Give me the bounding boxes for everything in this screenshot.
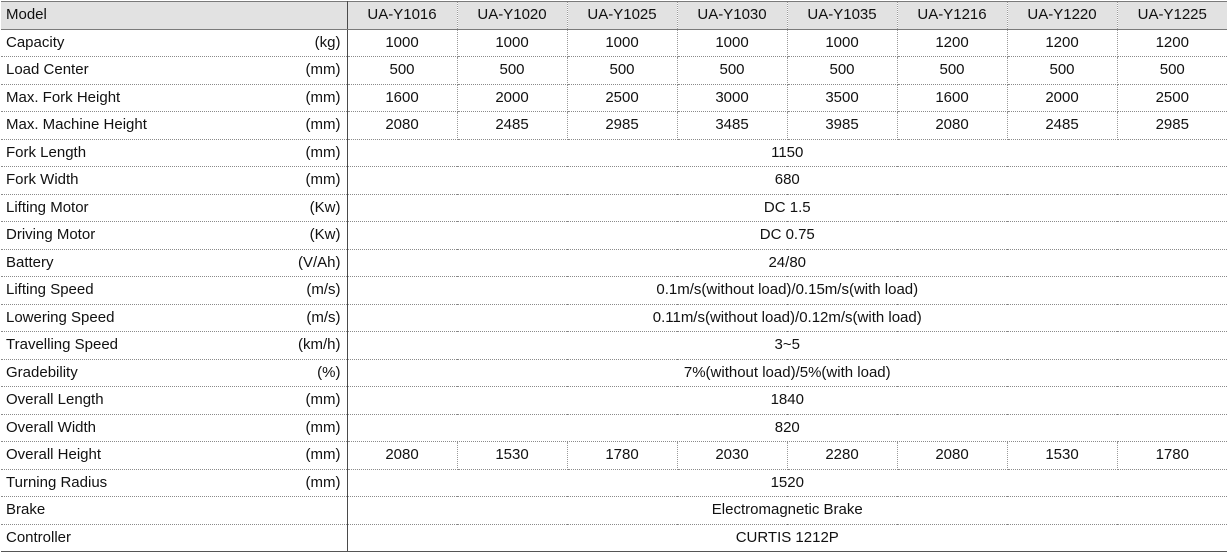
row-label: Lowering Speed [6, 308, 115, 326]
value-cell: 500 [897, 57, 1007, 85]
value-cell: 1780 [567, 442, 677, 470]
row-unit: (mm) [305, 473, 341, 491]
row-unit: (mm) [305, 391, 341, 409]
row-label-cell [1, 167, 347, 195]
row-label-cell [1, 112, 347, 140]
value-cell: 2000 [1007, 84, 1117, 112]
value-cell: 2080 [347, 442, 457, 470]
value-cell: 2080 [347, 112, 457, 140]
value-cell: 500 [1007, 57, 1117, 85]
value-cell: 2280 [787, 442, 897, 470]
merged-value-cell: 1520 [347, 469, 1227, 497]
row-label: Overall Height [6, 446, 102, 464]
merged-value-cell: 24/80 [347, 249, 1227, 277]
model-header-cell: UA-Y1030 [677, 2, 787, 30]
row-unit: (km/h) [298, 336, 341, 354]
row-label-cell [1, 277, 347, 305]
value-cell: 3000 [677, 84, 787, 112]
row-unit: (Kw) [309, 226, 341, 244]
table-row [1, 222, 1227, 250]
model-header-cell: UA-Y1016 [347, 2, 457, 30]
value-cell: 1600 [897, 84, 1007, 112]
row-label-cell [1, 332, 347, 360]
merged-value-cell: 820 [347, 414, 1227, 442]
row-label-cell [1, 84, 347, 112]
value-cell: 1600 [347, 84, 457, 112]
value-cell: 3500 [787, 84, 897, 112]
merged-value-cell: 3~5 [347, 332, 1227, 360]
value-cell: 500 [567, 57, 677, 85]
table-row [1, 442, 1227, 470]
row-label: Controller [6, 528, 72, 546]
row-label-cell [1, 387, 347, 415]
row-label-cell [1, 524, 347, 552]
row-label: Battery [6, 253, 54, 271]
value-cell: 500 [1117, 57, 1227, 85]
value-cell: 2500 [1117, 84, 1227, 112]
model-header-cell: UA-Y1035 [787, 2, 897, 30]
row-label: Lifting Speed [6, 281, 94, 299]
table-row [1, 167, 1227, 195]
model-header-cell: UA-Y1025 [567, 2, 677, 30]
model-header-cell: UA-Y1225 [1117, 2, 1227, 30]
value-cell: 1000 [347, 29, 457, 57]
row-label: Load Center [6, 61, 89, 79]
table-row [1, 249, 1227, 277]
row-label-cell [1, 29, 347, 57]
merged-value-cell: DC 1.5 [347, 194, 1227, 222]
row-unit: (mm) [305, 446, 341, 464]
row-unit: (mm) [305, 143, 341, 161]
row-unit: (%) [317, 363, 341, 381]
row-label: Lifting Motor [6, 198, 89, 216]
value-cell: 500 [677, 57, 787, 85]
row-label-cell [1, 359, 347, 387]
table-row [1, 469, 1227, 497]
row-label-cell [1, 139, 347, 167]
row-label: Fork Length [6, 143, 87, 161]
row-label: Turning Radius [6, 473, 108, 491]
row-label: Travelling Speed [6, 336, 119, 354]
value-cell: 2985 [1117, 112, 1227, 140]
row-unit: (mm) [305, 116, 341, 134]
row-label: Overall Width [6, 418, 97, 436]
table-row [1, 359, 1227, 387]
table-row [1, 277, 1227, 305]
value-cell: 1200 [1007, 29, 1117, 57]
merged-value-cell: 1150 [347, 139, 1227, 167]
table-row [1, 139, 1227, 167]
row-label: Driving Motor [6, 226, 96, 244]
row-unit: (mm) [305, 61, 341, 79]
value-cell: 500 [457, 57, 567, 85]
value-cell: 2485 [457, 112, 567, 140]
value-cell: 1780 [1117, 442, 1227, 470]
row-label: Max. Fork Height [6, 88, 121, 106]
table-row [1, 57, 1227, 85]
merged-value-cell: 0.11m/s(without load)/0.12m/s(with load) [347, 304, 1227, 332]
row-unit: (mm) [305, 418, 341, 436]
value-cell: 1000 [787, 29, 897, 57]
table-row [1, 524, 1227, 552]
row-label-cell [1, 469, 347, 497]
merged-value-cell: 680 [347, 167, 1227, 195]
table-row [1, 387, 1227, 415]
value-cell: 2500 [567, 84, 677, 112]
header-row [1, 2, 1227, 30]
row-unit: (mm) [305, 171, 341, 189]
table-row [1, 497, 1227, 525]
row-label-cell [1, 194, 347, 222]
value-cell: 1200 [897, 29, 1007, 57]
row-label-cell [1, 249, 347, 277]
row-unit: (kg) [314, 33, 341, 51]
value-cell: 1530 [457, 442, 567, 470]
row-unit: (mm) [305, 88, 341, 106]
table-row [1, 414, 1227, 442]
table-row [1, 84, 1227, 112]
merged-value-cell: CURTIS 1212P [347, 524, 1227, 552]
table-row [1, 112, 1227, 140]
header-model-label: Model [1, 2, 347, 30]
row-unit: (V/Ah) [297, 253, 341, 271]
model-header-cell: UA-Y1220 [1007, 2, 1117, 30]
value-cell: 1000 [677, 29, 787, 57]
value-cell: 1530 [1007, 442, 1117, 470]
row-unit: (m/s) [306, 308, 341, 326]
row-label-cell [1, 414, 347, 442]
value-cell: 2080 [897, 442, 1007, 470]
merged-value-cell: 0.1m/s(without load)/0.15m/s(with load) [347, 277, 1227, 305]
value-cell: 2485 [1007, 112, 1117, 140]
row-label: Brake [6, 501, 46, 519]
row-label-cell [1, 222, 347, 250]
row-label: Gradebility [6, 363, 78, 381]
row-label: Fork Width [6, 171, 79, 189]
merged-value-cell: 7%(without load)/5%(with load) [347, 359, 1227, 387]
value-cell: 2985 [567, 112, 677, 140]
table-row [1, 304, 1227, 332]
table-row [1, 194, 1227, 222]
value-cell: 2030 [677, 442, 787, 470]
row-unit: (m/s) [306, 281, 341, 299]
merged-value-cell: 1840 [347, 387, 1227, 415]
value-cell: 1000 [567, 29, 677, 57]
value-cell: 1200 [1117, 29, 1227, 57]
row-label-cell [1, 57, 347, 85]
value-cell: 3985 [787, 112, 897, 140]
table-row [1, 332, 1227, 360]
row-label-cell [1, 442, 347, 470]
value-cell: 3485 [677, 112, 787, 140]
table-row [1, 29, 1227, 57]
row-label: Max. Machine Height [6, 116, 147, 134]
row-label: Overall Length [6, 391, 104, 409]
row-label-cell [1, 497, 347, 525]
value-cell: 2000 [457, 84, 567, 112]
model-header-cell: UA-Y1020 [457, 2, 567, 30]
value-cell: 500 [787, 57, 897, 85]
value-cell: 1000 [457, 29, 567, 57]
spec-table-body [1, 2, 1227, 552]
merged-value-cell: Electromagnetic Brake [347, 497, 1227, 525]
row-unit: (Kw) [309, 198, 341, 216]
model-header-cell: UA-Y1216 [897, 2, 1007, 30]
spec-table [1, 1, 1227, 552]
row-label-cell [1, 304, 347, 332]
value-cell: 2080 [897, 112, 1007, 140]
merged-value-cell: DC 0.75 [347, 222, 1227, 250]
row-label: Capacity [6, 33, 65, 51]
value-cell: 500 [347, 57, 457, 85]
